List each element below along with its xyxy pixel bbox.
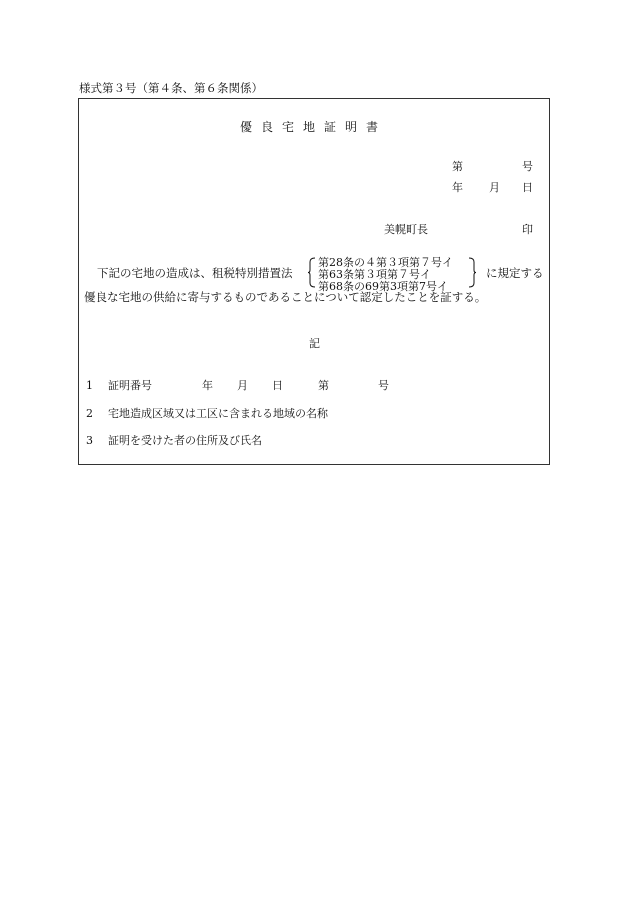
law-reference: 第68条の69第3項第7号イ <box>318 280 448 293</box>
issuer-name: 美幌町長 <box>384 223 428 236</box>
date-month-label: 月 <box>489 181 500 194</box>
item-number: 1 <box>86 379 93 392</box>
body-text-line2: 優良な宅地の供給に寄与するものであることについて認定したことを証する。 <box>84 290 487 304</box>
item-label-recipient: 証明を受けた者の住所及び氏名 <box>108 434 262 447</box>
form-number-label: 様式第３号（第４条、第６条関係） <box>79 81 263 95</box>
right-brace-icon <box>467 257 477 288</box>
certificate-title: 優良宅地証明書 <box>240 120 388 134</box>
ki-heading: 記 <box>309 337 320 350</box>
date-day-label: 日 <box>522 181 533 194</box>
item-month-label: 月 <box>237 379 248 392</box>
item-number: 3 <box>86 434 93 447</box>
body-text-lead-end: に規定する <box>486 266 544 280</box>
law-reference: 第28条の４第３項第７号イ <box>318 256 453 269</box>
certificate-number-prefix: 第 <box>452 160 463 173</box>
item-year-label: 年 <box>202 379 213 392</box>
seal-mark: 印 <box>522 223 533 236</box>
item-number: 2 <box>86 407 93 420</box>
item-number-suffix: 号 <box>378 379 389 392</box>
left-brace-icon <box>307 257 317 288</box>
item-label-area-name: 宅地造成区域又は工区に含まれる地域の名称 <box>108 407 328 420</box>
certificate-number-suffix: 号 <box>522 160 533 173</box>
item-day-label: 日 <box>272 379 283 392</box>
item-label-certificate-number: 証明番号 <box>108 379 152 392</box>
item-number-prefix: 第 <box>318 379 329 392</box>
body-text-lead: 下記の宅地の造成は、租税特別措置法 <box>97 266 293 280</box>
date-year-label: 年 <box>452 181 463 194</box>
law-reference: 第63条第３項第７号イ <box>318 268 431 281</box>
